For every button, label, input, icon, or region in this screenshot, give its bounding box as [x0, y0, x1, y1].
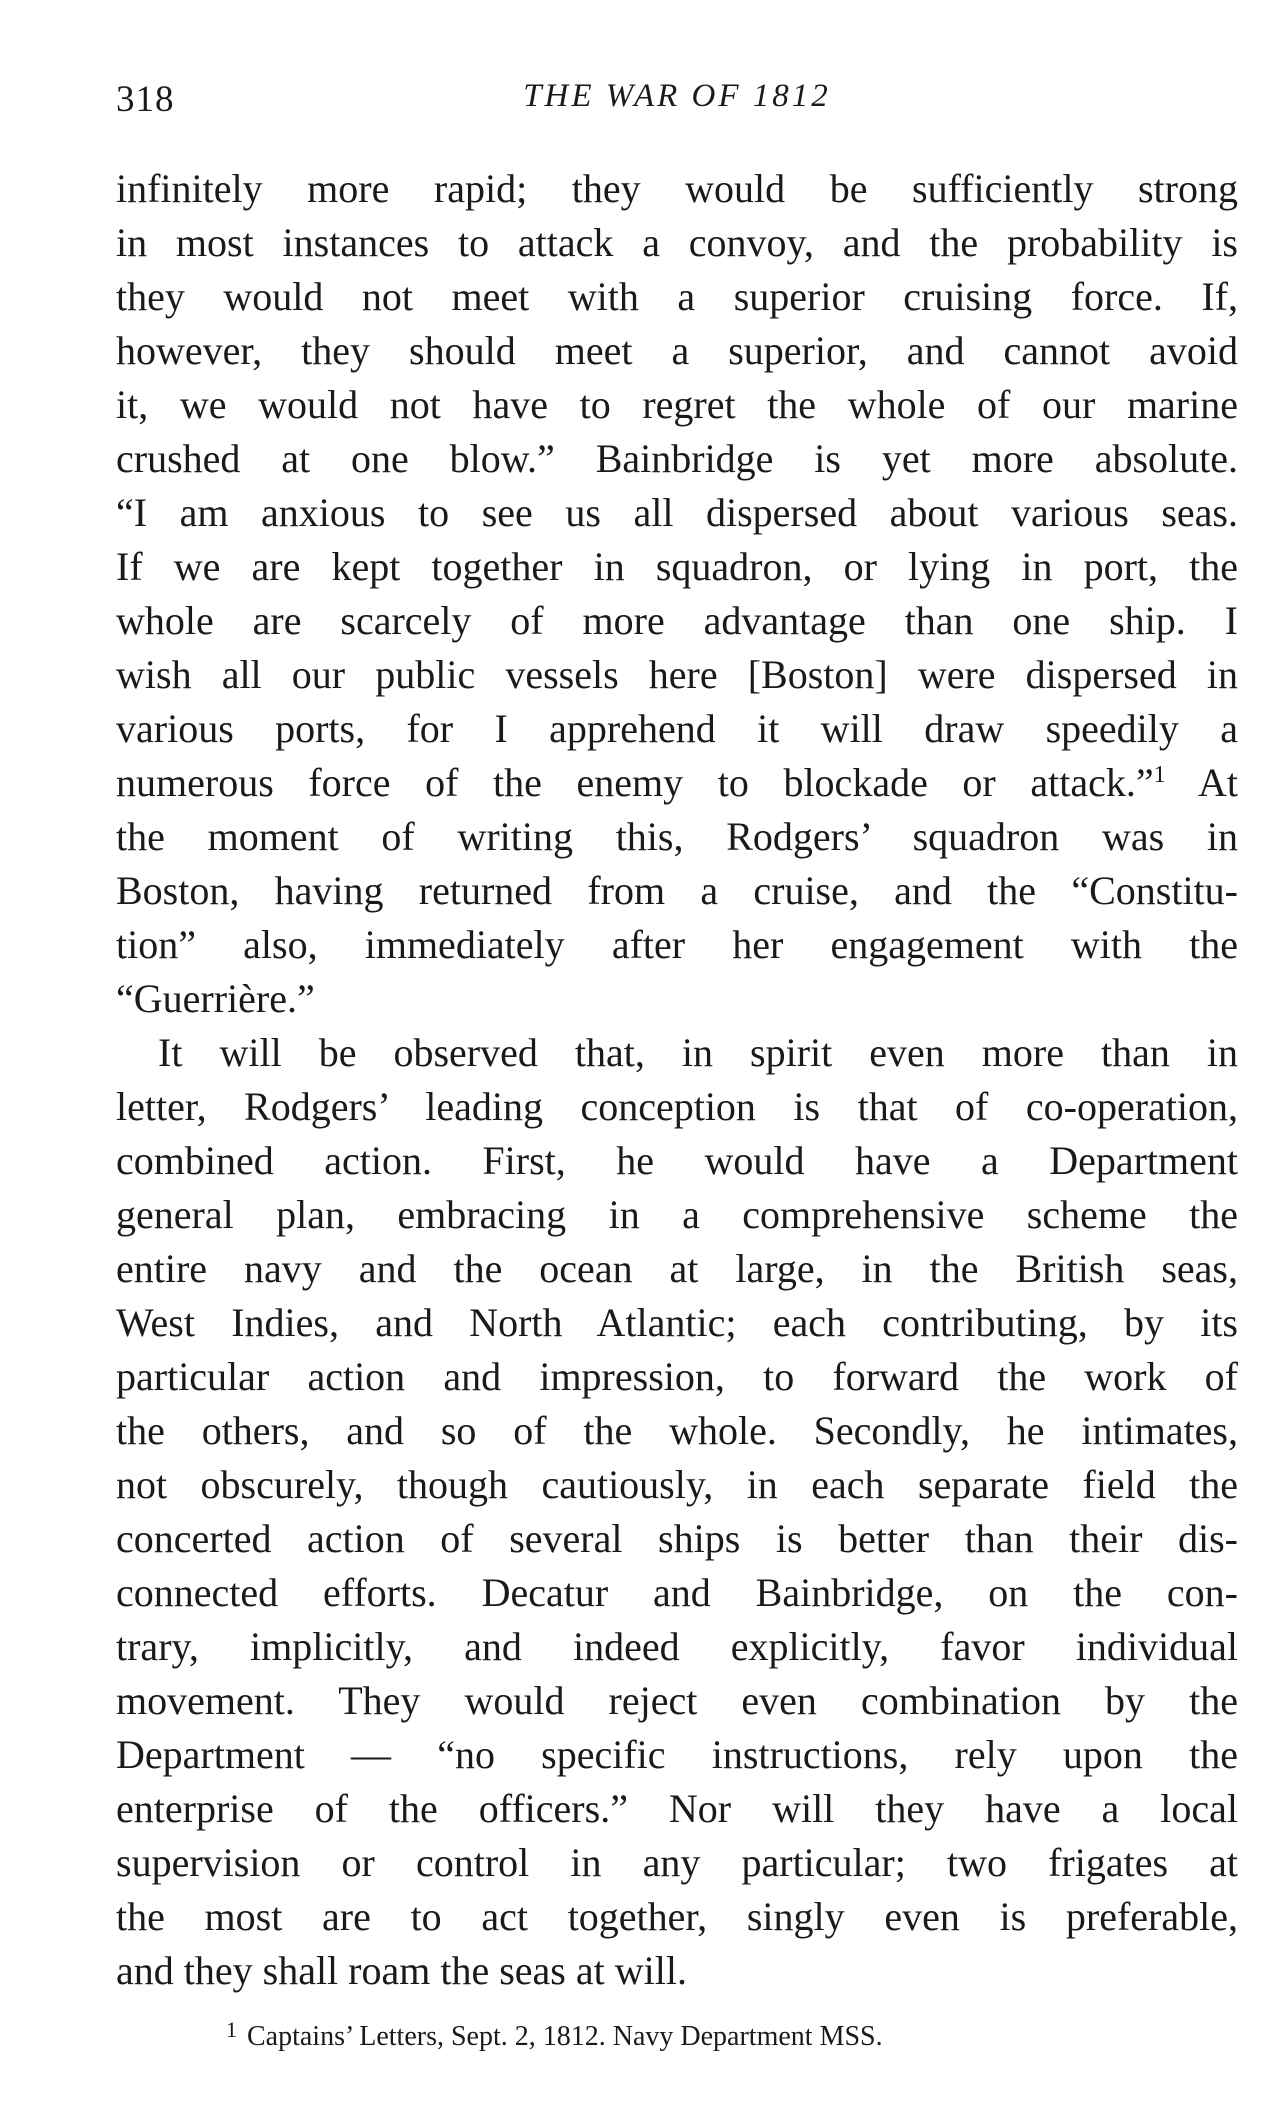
text-line: trary, implicitly, and indeed explicitly, favor individual [116, 1624, 1238, 1669]
text-line: it, we would not have to regret the whole of our marine [116, 382, 1238, 427]
page-number: 318 [116, 79, 175, 120]
text-line: enterprise of the officers.” Nor will they have a local [116, 1786, 1238, 1831]
text-line: supervision or control in any particular; two frigates at [116, 1840, 1238, 1885]
text-line: wish all our public vessels here [Boston] were dispersed in [116, 652, 1238, 697]
text-line: whole are scarcely of more advantage than one ship. I [116, 598, 1238, 643]
footnote-text: Captains’ Letters, Sept. 2, 1812. Navy Department MSS. [247, 2021, 883, 2052]
body-text [116, 162, 1238, 1998]
text-line: in most instances to attack a convoy, and the probability is [116, 220, 1238, 265]
text-line: however, they should meet a superior, and cannot avoid [116, 328, 1238, 373]
text-line: letter, Rodgers’ leading conception is that of co-operation, [116, 1084, 1238, 1129]
line-text-after-ref: At [1165, 760, 1239, 805]
text-line: West Indies, and North Atlantic; each contributing, by its [116, 1300, 1238, 1345]
footnote-mark: 1 [226, 2017, 237, 2042]
text-line: the most are to act together, singly even is preferable, [116, 1894, 1238, 1939]
footnote [116, 2012, 1238, 2055]
text-line: “I am anxious to see us all dispersed about various seas. [116, 490, 1238, 535]
running-title: THE WAR OF 1812 [523, 78, 831, 114]
footnote-reference: 1 [1153, 762, 1166, 788]
text-line: combined action. First, he would have a Department [116, 1138, 1238, 1183]
text-line: connected efforts. Decatur and Bainbridge, on the con- [116, 1570, 1238, 1615]
text-line: general plan, embracing in a comprehensive scheme the [116, 1192, 1238, 1237]
book-page [116, 70, 1238, 2055]
text-line: particular action and impression, to forward the work of [116, 1354, 1238, 1399]
text-line: they would not meet with a superior cruising force. If, [116, 274, 1238, 319]
text-line: the moment of writing this, Rodgers’ squadron was in [116, 814, 1238, 859]
text-line: Department — “no specific instructions, rely upon the [116, 1732, 1238, 1777]
text-line: It will be observed that, in spirit even more than in [158, 1030, 1238, 1075]
text-line: various ports, for I apprehend it will draw speedily a [116, 706, 1238, 751]
running-head [116, 70, 1238, 140]
paragraph-1 [116, 162, 1238, 1026]
text-line: not obscurely, though cautiously, in each separate field the [116, 1462, 1238, 1507]
text-line: tion” also, immediately after her engagement with the [116, 922, 1238, 967]
paragraph-2 [116, 1026, 1238, 1998]
text-line: “Guerrière.” [116, 976, 315, 1021]
text-line: the others, and so of the whole. Secondly, he intimates, [116, 1408, 1238, 1453]
text-line: If we are kept together in squadron, or lying in port, the [116, 544, 1238, 589]
line-text-before-ref: numerous force of the enemy to blockade or attack.” [116, 760, 1154, 805]
text-line-with-footnote-ref [116, 756, 1238, 810]
text-line: and they shall roam the seas at will. [116, 1948, 687, 1993]
text-line: infinitely more rapid; they would be sufficiently strong [116, 166, 1238, 211]
text-line: movement. They would reject even combination by the [116, 1678, 1238, 1723]
text-line: concerted action of several ships is better than their dis- [116, 1516, 1238, 1561]
text-line: Boston, having returned from a cruise, and the “Constitu- [116, 868, 1238, 913]
text-line: crushed at one blow.” Bainbridge is yet more absolute. [116, 436, 1238, 481]
text-line: entire navy and the ocean at large, in the British seas, [116, 1246, 1238, 1291]
